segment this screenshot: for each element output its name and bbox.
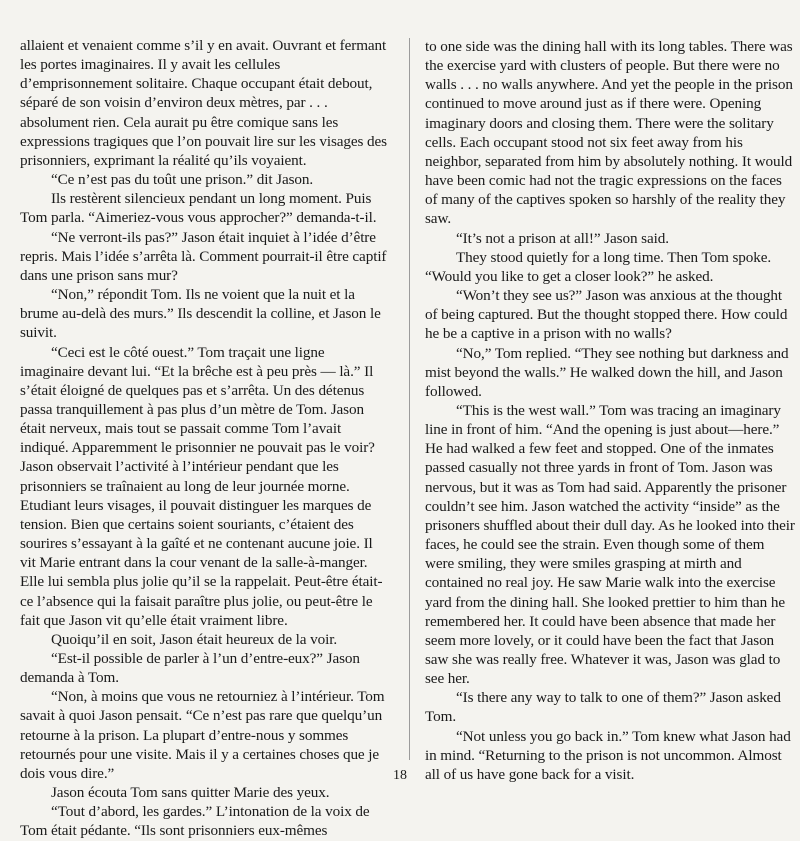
paragraph: “Not unless you go back in.” Tom knew what Jason had in mind. “Returning to the prison is not uncommon. Almost all of us have gone back for a visit. bbox=[425, 727, 791, 783]
paragraph: “Est-il possible de parler à l’un d’entre-eux?” Jason demanda à Tom. bbox=[20, 650, 360, 687]
paragraph: “It’s not a prison at all!” Jason said. bbox=[456, 229, 669, 247]
paragraph: “This is the west wall.” Tom was tracing an imaginary line in front of him. “And the opening is just about—here.” He had walked a few feet and stopped. One of the inmates passed casually not three yards in front of Tom. Jason was nervous, but it was as Tom had said. Apparently the prisoner couldn’t see him. Jason watched the activity “inside” as the prisoners shuffled about their dull day. As he looked into their faces, he could see the strain. Even though some of them were smiling, they were smiles grasping at mirth and contained no real joy. He saw Marie walk into the exercise yard from the dining hall. She looked prettier to him than he remembered her. It could have been absence that made her seem more lovely, or it could have been the fact that Jason saw she was really free. Whatever it was, Jason was glad to see her. bbox=[425, 401, 795, 688]
paragraph: “Ne verront-ils pas?” Jason était inquiet à l’idée d’être repris. Mais l’idée s’arrêta là. Comment pourrait-il être captif dans une prison sans mur? bbox=[20, 228, 387, 284]
paragraph: They stood quietly for a long time. Then Tom spoke. “Would you like to get a closer look?” he asked. bbox=[425, 248, 772, 285]
paragraph: “Ceci est le côté ouest.” Tom traçait une ligne imaginaire devant lui. “Et la brêche est à peu près — là.” Il s’était éloigné de quelques pas et s’arrêta. Un des détenus passa tranquillement à pas plus d’un mètre de Tom. Jason était nerveux, mais tout se passait comme Tom l’avait indiqué. Apparemment le prisonnier ne pouvait pas le voir? Jason observait l’activité à l’intérieur pendant que les prisonniers se traînaient au long de leur journée morne. Etudiant leurs visages, il pouvait distinguer les marques de tension. Bien que certains soient souriants, c’étaient des sourires s’essayant à la gaîté et ne contenant aucune joie. Il vit Marie entrant dans la cour venant de la salle-à-manger. Elle lui sembla plus jolie qu’il se la rappelait. Peut-être était-ce l’absence qui la faisait paraître plus jolie, ou peut-être le fait que Jason vit qu’elle était vraiment libre. bbox=[20, 343, 383, 629]
page-number: 18 bbox=[393, 768, 407, 783]
french-text-column bbox=[20, 36, 387, 841]
paragraph: “Tout d’abord, les gardes.” L’intonation de la voix de Tom était pédante. “Ils sont prisonniers eux-mêmes bbox=[20, 803, 370, 840]
column-divider bbox=[409, 38, 410, 760]
paragraph: “Won’t they see us?” Jason was anxious at the thought of being captured. But the thought stopped there. How could he be a captive in a prison with no walls? bbox=[425, 287, 788, 343]
paragraph: “Non,” répondit Tom. Ils ne voient que la nuit et la brume au-delà des murs.” Ils descendit la colline, et Jason le suivit. bbox=[20, 286, 381, 342]
paragraph: “Is there any way to talk to one of them?” Jason asked Tom. bbox=[425, 689, 781, 726]
paragraph: allaient et venaient comme s’il y en avait. Ouvrant et fermant les portes imaginaires. Il y avait les cellules d’emprisonnement solitaire. Chaque occupant était debout, séparé de son voisin d’environ deux mètres, par . . . absolument rien. Cela aurait pu être comique sans les expressions tragiques que l’on pouvait lire sur les visages des prisonniers, exprimant la réalité qu’ils voyaient. bbox=[20, 37, 387, 169]
paragraph: “No,” Tom replied. “They see nothing but darkness and mist beyond the walls.” He walked down the hill, and Jason followed. bbox=[425, 344, 789, 400]
paragraph: Quoiqu’il en soit, Jason était heureux de la voir. bbox=[51, 630, 338, 648]
paragraph: Jason écouta Tom sans quitter Marie des yeux. bbox=[51, 784, 330, 802]
paragraph: to one side was the dining hall with its long tables. There was the exercise yard with clusters of people. But there were no walls . . . no walls anywhere. And yet the people in the prison continued to move around just as if there were. Opening imaginary doors and closing them. There were the solitary cells. Each occupant stood not six feet away from his neighbor, separated from him by absolutely nothing. It would have been comic had not the tragic expressions on the faces of many of the captives spoken so harshly of the reality they saw. bbox=[425, 38, 793, 228]
paragraph: “Ce n’est pas du toût une prison.” dit Jason. bbox=[51, 171, 314, 189]
paragraph: “Non, à moins que vous ne retourniez à l’intérieur. Tom savait à quoi Jason pensait. “Ce n’est pas rare que quelqu’un retourne à la prison. La plupart d’entre-nous y sommes retournés pour une visite. Mais il y a certaines choses que je dois vous dire.” bbox=[20, 688, 385, 782]
english-text-column bbox=[425, 37, 797, 784]
paragraph: Ils restèrent silencieux pendant un long moment. Puis Tom parla. “Aimeriez-vous vous approcher?” demanda-t-il. bbox=[20, 190, 377, 227]
